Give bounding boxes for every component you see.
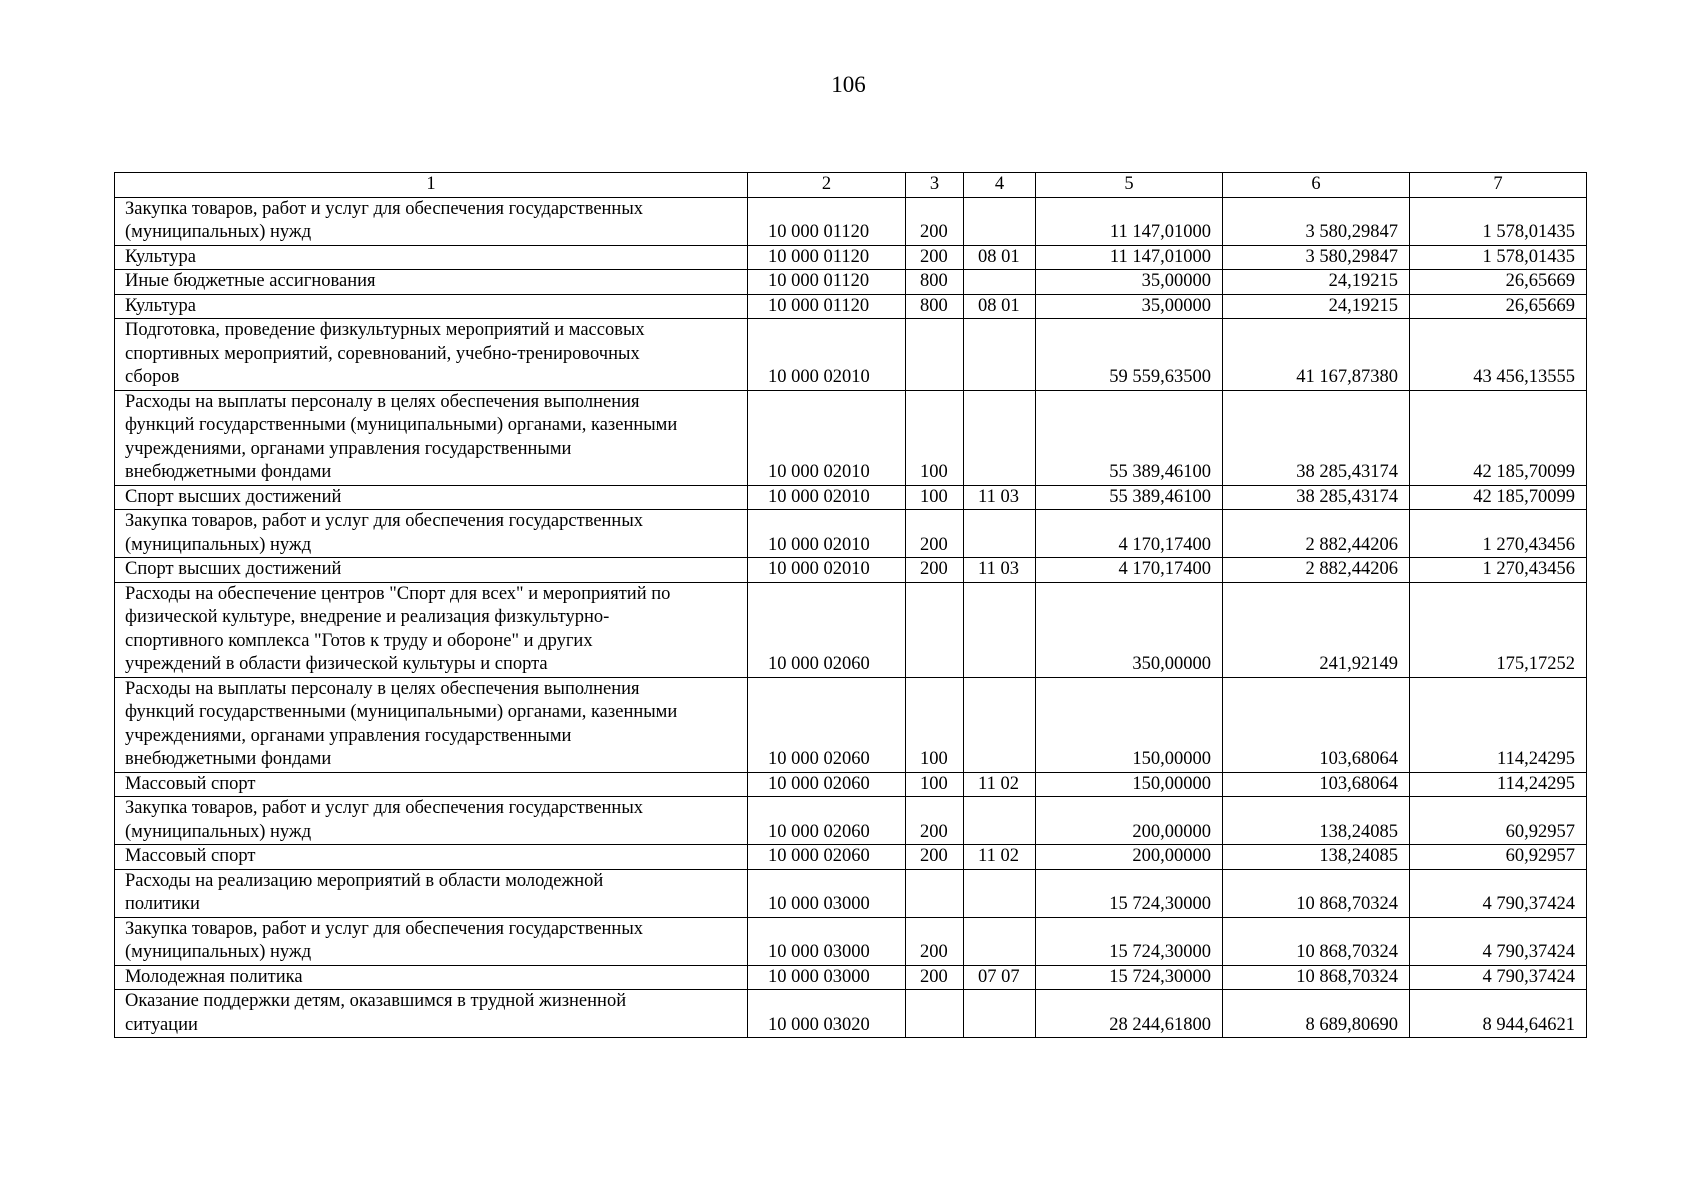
row-amount-col6-cell: 38 285,43174 bbox=[1223, 390, 1410, 485]
row-expense-type-cell: 100 bbox=[906, 390, 964, 485]
table-row bbox=[115, 245, 1587, 270]
page-number: 106 bbox=[831, 72, 866, 97]
row-amount-col7-cell: 114,24295 bbox=[1410, 772, 1587, 797]
row-section-cell: 11 02 bbox=[964, 772, 1036, 797]
table-header-row bbox=[115, 173, 1587, 198]
row-target-code-cell: 10 000 03000 bbox=[748, 917, 906, 965]
table-body bbox=[115, 173, 1587, 1038]
row-amount-col5-cell: 150,00000 bbox=[1036, 772, 1223, 797]
budget-table bbox=[114, 172, 1587, 1038]
row-section-cell bbox=[964, 797, 1036, 845]
row-amount-col7-cell: 60,92957 bbox=[1410, 845, 1587, 870]
row-expense-type-cell bbox=[906, 869, 964, 917]
row-amount-col7-cell: 4 790,37424 bbox=[1410, 917, 1587, 965]
header-cell-6: 6 bbox=[1223, 173, 1410, 198]
row-expense-type-cell: 200 bbox=[906, 845, 964, 870]
row-name-cell: Расходы на обеспечение центров "Спорт для всех" и мероприятий по физической культуре, внедрение и реализация физкультурно- спортивного комплекса "Готов к труду и обороне" и других учреждений в области физической культуры и спорта bbox=[115, 582, 748, 677]
row-expense-type-cell: 200 bbox=[906, 917, 964, 965]
row-section-cell bbox=[964, 390, 1036, 485]
row-amount-col6-cell: 24,19215 bbox=[1223, 294, 1410, 319]
row-amount-col5-cell: 55 389,46100 bbox=[1036, 390, 1223, 485]
table-row bbox=[115, 965, 1587, 990]
row-amount-col7-cell: 43 456,13555 bbox=[1410, 319, 1587, 391]
row-amount-col6-cell: 2 882,44206 bbox=[1223, 558, 1410, 583]
row-name-cell: Закупка товаров, работ и услуг для обеспечения государственных (муниципальных) нужд bbox=[115, 197, 748, 245]
row-expense-type-cell: 100 bbox=[906, 677, 964, 772]
row-target-code-cell: 10 000 02010 bbox=[748, 319, 906, 391]
row-expense-type-cell: 200 bbox=[906, 797, 964, 845]
row-name-cell: Расходы на выплаты персоналу в целях обеспечения выполнения функций государственными (муниципальными) органами, казенными учреждениями, органами управления государственными внебюджетными фондами bbox=[115, 390, 748, 485]
row-target-code-cell: 10 000 02010 bbox=[748, 390, 906, 485]
row-section-cell bbox=[964, 270, 1036, 295]
row-name-cell: Массовый спорт bbox=[115, 772, 748, 797]
row-name-cell: Оказание поддержки детям, оказавшимся в трудной жизненной ситуации bbox=[115, 990, 748, 1038]
row-amount-col7-cell: 114,24295 bbox=[1410, 677, 1587, 772]
row-target-code-cell: 10 000 01120 bbox=[748, 197, 906, 245]
row-expense-type-cell bbox=[906, 319, 964, 391]
row-target-code-cell: 10 000 02060 bbox=[748, 845, 906, 870]
row-name-cell: Закупка товаров, работ и услуг для обеспечения государственных (муниципальных) нужд bbox=[115, 917, 748, 965]
row-section-cell: 11 02 bbox=[964, 845, 1036, 870]
row-section-cell: 11 03 bbox=[964, 485, 1036, 510]
row-name-cell: Иные бюджетные ассигнования bbox=[115, 270, 748, 295]
row-amount-col5-cell: 35,00000 bbox=[1036, 294, 1223, 319]
row-amount-col5-cell: 35,00000 bbox=[1036, 270, 1223, 295]
row-target-code-cell: 10 000 03000 bbox=[748, 869, 906, 917]
row-amount-col6-cell: 24,19215 bbox=[1223, 270, 1410, 295]
row-expense-type-cell: 100 bbox=[906, 485, 964, 510]
row-expense-type-cell: 200 bbox=[906, 245, 964, 270]
row-amount-col5-cell: 11 147,01000 bbox=[1036, 245, 1223, 270]
row-expense-type-cell: 200 bbox=[906, 558, 964, 583]
row-amount-col5-cell: 11 147,01000 bbox=[1036, 197, 1223, 245]
row-name-cell: Закупка товаров, работ и услуг для обеспечения государственных (муниципальных) нужд bbox=[115, 510, 748, 558]
table-row bbox=[115, 319, 1587, 391]
row-section-cell bbox=[964, 917, 1036, 965]
row-amount-col6-cell: 41 167,87380 bbox=[1223, 319, 1410, 391]
table-row bbox=[115, 845, 1587, 870]
row-amount-col7-cell: 42 185,70099 bbox=[1410, 390, 1587, 485]
row-section-cell bbox=[964, 990, 1036, 1038]
row-name-cell: Закупка товаров, работ и услуг для обеспечения государственных (муниципальных) нужд bbox=[115, 797, 748, 845]
row-amount-col5-cell: 15 724,30000 bbox=[1036, 965, 1223, 990]
row-amount-col7-cell: 1 270,43456 bbox=[1410, 510, 1587, 558]
row-name-cell: Подготовка, проведение физкультурных мероприятий и массовых спортивных мероприятий, соревнований, учебно-тренировочных сборов bbox=[115, 319, 748, 391]
table-row bbox=[115, 917, 1587, 965]
header-cell-7: 7 bbox=[1410, 173, 1587, 198]
table-row bbox=[115, 294, 1587, 319]
row-amount-col6-cell: 103,68064 bbox=[1223, 677, 1410, 772]
row-section-cell: 07 07 bbox=[964, 965, 1036, 990]
table-row bbox=[115, 270, 1587, 295]
row-target-code-cell: 10 000 01120 bbox=[748, 294, 906, 319]
row-amount-col5-cell: 150,00000 bbox=[1036, 677, 1223, 772]
table-row bbox=[115, 677, 1587, 772]
row-amount-col5-cell: 4 170,17400 bbox=[1036, 558, 1223, 583]
row-amount-col7-cell: 1 578,01435 bbox=[1410, 245, 1587, 270]
row-amount-col5-cell: 59 559,63500 bbox=[1036, 319, 1223, 391]
row-expense-type-cell: 200 bbox=[906, 965, 964, 990]
row-section-cell bbox=[964, 869, 1036, 917]
row-target-code-cell: 10 000 02060 bbox=[748, 677, 906, 772]
row-section-cell: 08 01 bbox=[964, 294, 1036, 319]
row-amount-col6-cell: 103,68064 bbox=[1223, 772, 1410, 797]
row-amount-col7-cell: 42 185,70099 bbox=[1410, 485, 1587, 510]
row-amount-col6-cell: 10 868,70324 bbox=[1223, 917, 1410, 965]
row-name-cell: Расходы на выплаты персоналу в целях обеспечения выполнения функций государственными (муниципальными) органами, казенными учреждениями, органами управления государственными внебюджетными фондами bbox=[115, 677, 748, 772]
row-expense-type-cell: 200 bbox=[906, 510, 964, 558]
table-row bbox=[115, 390, 1587, 485]
row-name-cell: Культура bbox=[115, 245, 748, 270]
row-section-cell bbox=[964, 582, 1036, 677]
row-section-cell: 11 03 bbox=[964, 558, 1036, 583]
row-target-code-cell: 10 000 03000 bbox=[748, 965, 906, 990]
table-row bbox=[115, 990, 1587, 1038]
table-row bbox=[115, 197, 1587, 245]
row-amount-col6-cell: 10 868,70324 bbox=[1223, 869, 1410, 917]
row-target-code-cell: 10 000 01120 bbox=[748, 245, 906, 270]
row-name-cell: Массовый спорт bbox=[115, 845, 748, 870]
row-amount-col7-cell: 60,92957 bbox=[1410, 797, 1587, 845]
table-row bbox=[115, 485, 1587, 510]
row-amount-col5-cell: 28 244,61800 bbox=[1036, 990, 1223, 1038]
row-expense-type-cell bbox=[906, 990, 964, 1038]
row-name-cell: Молодежная политика bbox=[115, 965, 748, 990]
row-amount-col7-cell: 4 790,37424 bbox=[1410, 869, 1587, 917]
table-row bbox=[115, 510, 1587, 558]
row-amount-col5-cell: 200,00000 bbox=[1036, 845, 1223, 870]
row-expense-type-cell bbox=[906, 582, 964, 677]
row-amount-col6-cell: 3 580,29847 bbox=[1223, 245, 1410, 270]
row-name-cell: Культура bbox=[115, 294, 748, 319]
row-target-code-cell: 10 000 02060 bbox=[748, 797, 906, 845]
row-amount-col6-cell: 241,92149 bbox=[1223, 582, 1410, 677]
row-amount-col5-cell: 4 170,17400 bbox=[1036, 510, 1223, 558]
row-target-code-cell: 10 000 02010 bbox=[748, 510, 906, 558]
row-target-code-cell: 10 000 02060 bbox=[748, 772, 906, 797]
row-name-cell: Спорт высших достижений bbox=[115, 485, 748, 510]
row-target-code-cell: 10 000 02010 bbox=[748, 485, 906, 510]
row-amount-col6-cell: 3 580,29847 bbox=[1223, 197, 1410, 245]
row-amount-col7-cell: 175,17252 bbox=[1410, 582, 1587, 677]
header-cell-5: 5 bbox=[1036, 173, 1223, 198]
row-amount-col7-cell: 4 790,37424 bbox=[1410, 965, 1587, 990]
row-amount-col7-cell: 26,65669 bbox=[1410, 270, 1587, 295]
row-name-cell: Спорт высших достижений bbox=[115, 558, 748, 583]
row-section-cell: 08 01 bbox=[964, 245, 1036, 270]
row-expense-type-cell: 800 bbox=[906, 294, 964, 319]
row-section-cell bbox=[964, 677, 1036, 772]
row-name-cell: Расходы на реализацию мероприятий в области молодежной политики bbox=[115, 869, 748, 917]
table-row bbox=[115, 797, 1587, 845]
row-amount-col6-cell: 8 689,80690 bbox=[1223, 990, 1410, 1038]
table-row bbox=[115, 869, 1587, 917]
header-cell-1: 1 bbox=[115, 173, 748, 198]
row-amount-col7-cell: 1 270,43456 bbox=[1410, 558, 1587, 583]
table-row bbox=[115, 582, 1587, 677]
row-amount-col5-cell: 200,00000 bbox=[1036, 797, 1223, 845]
header-cell-4: 4 bbox=[964, 173, 1036, 198]
header-cell-2: 2 bbox=[748, 173, 906, 198]
row-expense-type-cell: 100 bbox=[906, 772, 964, 797]
row-target-code-cell: 10 000 02060 bbox=[748, 582, 906, 677]
row-amount-col6-cell: 38 285,43174 bbox=[1223, 485, 1410, 510]
row-amount-col5-cell: 15 724,30000 bbox=[1036, 869, 1223, 917]
row-expense-type-cell: 200 bbox=[906, 197, 964, 245]
row-section-cell bbox=[964, 510, 1036, 558]
row-amount-col6-cell: 10 868,70324 bbox=[1223, 965, 1410, 990]
row-amount-col7-cell: 8 944,64621 bbox=[1410, 990, 1587, 1038]
row-amount-col7-cell: 1 578,01435 bbox=[1410, 197, 1587, 245]
row-amount-col5-cell: 350,00000 bbox=[1036, 582, 1223, 677]
row-target-code-cell: 10 000 02010 bbox=[748, 558, 906, 583]
row-target-code-cell: 10 000 03020 bbox=[748, 990, 906, 1038]
row-amount-col6-cell: 2 882,44206 bbox=[1223, 510, 1410, 558]
row-section-cell bbox=[964, 197, 1036, 245]
row-target-code-cell: 10 000 01120 bbox=[748, 270, 906, 295]
row-section-cell bbox=[964, 319, 1036, 391]
row-amount-col5-cell: 15 724,30000 bbox=[1036, 917, 1223, 965]
table-row bbox=[115, 772, 1587, 797]
row-amount-col5-cell: 55 389,46100 bbox=[1036, 485, 1223, 510]
row-amount-col6-cell: 138,24085 bbox=[1223, 797, 1410, 845]
header-cell-3: 3 bbox=[906, 173, 964, 198]
table-row bbox=[115, 558, 1587, 583]
row-amount-col6-cell: 138,24085 bbox=[1223, 845, 1410, 870]
row-expense-type-cell: 800 bbox=[906, 270, 964, 295]
row-amount-col7-cell: 26,65669 bbox=[1410, 294, 1587, 319]
